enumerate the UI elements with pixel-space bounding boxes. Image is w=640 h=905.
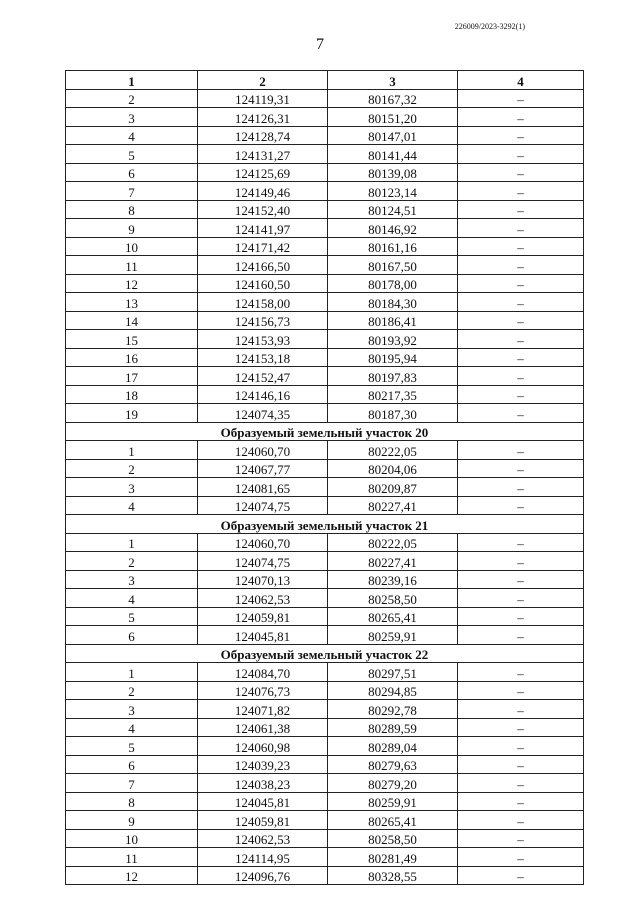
table-row bbox=[66, 367, 584, 386]
note-cell: – bbox=[458, 848, 584, 867]
y-coordinate-cell: 80258,50 bbox=[328, 829, 458, 848]
point-number-cell: 4 bbox=[66, 496, 198, 515]
note-cell: – bbox=[458, 589, 584, 608]
point-number-cell: 2 bbox=[66, 681, 198, 700]
note-cell: – bbox=[458, 718, 584, 737]
note-cell: – bbox=[458, 385, 584, 404]
y-coordinate-cell: 80147,01 bbox=[328, 126, 458, 145]
document-number: 226009/2023-3292(1) bbox=[454, 22, 525, 31]
table-row bbox=[66, 330, 584, 349]
table-row bbox=[66, 737, 584, 756]
x-coordinate-cell: 124131,27 bbox=[198, 145, 328, 164]
note-cell: – bbox=[458, 478, 584, 497]
note-cell: – bbox=[458, 459, 584, 478]
table-row bbox=[66, 311, 584, 330]
coordinates-table bbox=[65, 70, 584, 885]
note-cell: – bbox=[458, 496, 584, 515]
y-coordinate-cell: 80265,41 bbox=[328, 811, 458, 830]
x-coordinate-cell: 124160,50 bbox=[198, 274, 328, 293]
point-number-cell: 17 bbox=[66, 367, 198, 386]
y-coordinate-cell: 80279,63 bbox=[328, 755, 458, 774]
note-cell: – bbox=[458, 441, 584, 460]
note-cell: – bbox=[458, 200, 584, 219]
y-coordinate-cell: 80292,78 bbox=[328, 700, 458, 719]
table-row bbox=[66, 848, 584, 867]
x-coordinate-cell: 124114,95 bbox=[198, 848, 328, 867]
table-row bbox=[66, 145, 584, 164]
x-coordinate-cell: 124074,75 bbox=[198, 496, 328, 515]
point-number-cell: 4 bbox=[66, 589, 198, 608]
y-coordinate-cell: 80227,41 bbox=[328, 496, 458, 515]
y-coordinate-cell: 80297,51 bbox=[328, 663, 458, 682]
point-number-cell: 19 bbox=[66, 404, 198, 423]
point-number-cell: 3 bbox=[66, 570, 198, 589]
y-coordinate-cell: 80167,32 bbox=[328, 89, 458, 108]
table-row bbox=[66, 293, 584, 312]
table-row bbox=[66, 478, 584, 497]
y-coordinate-cell: 80124,51 bbox=[328, 200, 458, 219]
point-number-cell: 5 bbox=[66, 737, 198, 756]
note-cell: – bbox=[458, 774, 584, 793]
table-row bbox=[66, 237, 584, 256]
y-coordinate-cell: 80222,05 bbox=[328, 441, 458, 460]
column-header: 4 bbox=[458, 71, 584, 90]
y-coordinate-cell: 80178,00 bbox=[328, 274, 458, 293]
table-row bbox=[66, 533, 584, 552]
table-row bbox=[66, 755, 584, 774]
y-coordinate-cell: 80258,50 bbox=[328, 589, 458, 608]
x-coordinate-cell: 124059,81 bbox=[198, 811, 328, 830]
column-header: 1 bbox=[66, 71, 198, 90]
table-row bbox=[66, 256, 584, 275]
x-coordinate-cell: 124074,75 bbox=[198, 552, 328, 571]
column-header: 3 bbox=[328, 71, 458, 90]
table-row bbox=[66, 459, 584, 478]
x-coordinate-cell: 124128,74 bbox=[198, 126, 328, 145]
point-number-cell: 1 bbox=[66, 663, 198, 682]
table-header-row bbox=[66, 71, 584, 90]
section-title: Образуемый земельный участок 20 bbox=[66, 422, 584, 441]
table-row bbox=[66, 811, 584, 830]
x-coordinate-cell: 124074,35 bbox=[198, 404, 328, 423]
y-coordinate-cell: 80279,20 bbox=[328, 774, 458, 793]
table-row bbox=[66, 126, 584, 145]
y-coordinate-cell: 80239,16 bbox=[328, 570, 458, 589]
table-row bbox=[66, 718, 584, 737]
y-coordinate-cell: 80141,44 bbox=[328, 145, 458, 164]
y-coordinate-cell: 80289,04 bbox=[328, 737, 458, 756]
x-coordinate-cell: 124076,73 bbox=[198, 681, 328, 700]
x-coordinate-cell: 124125,69 bbox=[198, 163, 328, 182]
table-row bbox=[66, 774, 584, 793]
x-coordinate-cell: 124067,77 bbox=[198, 459, 328, 478]
y-coordinate-cell: 80139,08 bbox=[328, 163, 458, 182]
table-row bbox=[66, 163, 584, 182]
point-number-cell: 11 bbox=[66, 848, 198, 867]
y-coordinate-cell: 80193,92 bbox=[328, 330, 458, 349]
point-number-cell: 10 bbox=[66, 829, 198, 848]
note-cell: – bbox=[458, 330, 584, 349]
x-coordinate-cell: 124149,46 bbox=[198, 182, 328, 201]
point-number-cell: 6 bbox=[66, 755, 198, 774]
x-coordinate-cell: 124084,70 bbox=[198, 663, 328, 682]
point-number-cell: 7 bbox=[66, 774, 198, 793]
y-coordinate-cell: 80123,14 bbox=[328, 182, 458, 201]
section-row bbox=[66, 644, 584, 663]
table-row bbox=[66, 274, 584, 293]
point-number-cell: 9 bbox=[66, 811, 198, 830]
point-number-cell: 12 bbox=[66, 866, 198, 885]
section-title: Образуемый земельный участок 22 bbox=[66, 644, 584, 663]
x-coordinate-cell: 124156,73 bbox=[198, 311, 328, 330]
y-coordinate-cell: 80259,91 bbox=[328, 626, 458, 645]
x-coordinate-cell: 124045,81 bbox=[198, 792, 328, 811]
y-coordinate-cell: 80227,41 bbox=[328, 552, 458, 571]
point-number-cell: 13 bbox=[66, 293, 198, 312]
y-coordinate-cell: 80195,94 bbox=[328, 348, 458, 367]
y-coordinate-cell: 80146,92 bbox=[328, 219, 458, 238]
x-coordinate-cell: 124070,13 bbox=[198, 570, 328, 589]
point-number-cell: 12 bbox=[66, 274, 198, 293]
x-coordinate-cell: 124038,23 bbox=[198, 774, 328, 793]
point-number-cell: 6 bbox=[66, 626, 198, 645]
y-coordinate-cell: 80328,55 bbox=[328, 866, 458, 885]
note-cell: – bbox=[458, 663, 584, 682]
note-cell: – bbox=[458, 404, 584, 423]
y-coordinate-cell: 80184,30 bbox=[328, 293, 458, 312]
note-cell: – bbox=[458, 792, 584, 811]
point-number-cell: 3 bbox=[66, 700, 198, 719]
section-title: Образуемый земельный участок 21 bbox=[66, 515, 584, 534]
note-cell: – bbox=[458, 607, 584, 626]
table-row bbox=[66, 570, 584, 589]
x-coordinate-cell: 124060,98 bbox=[198, 737, 328, 756]
y-coordinate-cell: 80217,35 bbox=[328, 385, 458, 404]
note-cell: – bbox=[458, 274, 584, 293]
x-coordinate-cell: 124141,97 bbox=[198, 219, 328, 238]
table-row bbox=[66, 404, 584, 423]
point-number-cell: 8 bbox=[66, 792, 198, 811]
page-number: 7 bbox=[316, 36, 324, 53]
point-number-cell: 8 bbox=[66, 200, 198, 219]
note-cell: – bbox=[458, 89, 584, 108]
note-cell: – bbox=[458, 737, 584, 756]
table-row bbox=[66, 441, 584, 460]
x-coordinate-cell: 124152,47 bbox=[198, 367, 328, 386]
table-row bbox=[66, 866, 584, 885]
y-coordinate-cell: 80161,16 bbox=[328, 237, 458, 256]
table-row bbox=[66, 829, 584, 848]
note-cell: – bbox=[458, 700, 584, 719]
table-row bbox=[66, 108, 584, 127]
table-row bbox=[66, 681, 584, 700]
x-coordinate-cell: 124166,50 bbox=[198, 256, 328, 275]
y-coordinate-cell: 80259,91 bbox=[328, 792, 458, 811]
table-body bbox=[66, 89, 584, 885]
x-coordinate-cell: 124062,53 bbox=[198, 829, 328, 848]
note-cell: – bbox=[458, 108, 584, 127]
point-number-cell: 11 bbox=[66, 256, 198, 275]
x-coordinate-cell: 124153,18 bbox=[198, 348, 328, 367]
y-coordinate-cell: 80167,50 bbox=[328, 256, 458, 275]
y-coordinate-cell: 80281,49 bbox=[328, 848, 458, 867]
y-coordinate-cell: 80186,41 bbox=[328, 311, 458, 330]
note-cell: – bbox=[458, 293, 584, 312]
y-coordinate-cell: 80204,06 bbox=[328, 459, 458, 478]
table-row bbox=[66, 496, 584, 515]
point-number-cell: 7 bbox=[66, 182, 198, 201]
table-row bbox=[66, 792, 584, 811]
section-row bbox=[66, 515, 584, 534]
point-number-cell: 10 bbox=[66, 237, 198, 256]
y-coordinate-cell: 80222,05 bbox=[328, 533, 458, 552]
table-row bbox=[66, 89, 584, 108]
x-coordinate-cell: 124119,31 bbox=[198, 89, 328, 108]
point-number-cell: 4 bbox=[66, 126, 198, 145]
table-row bbox=[66, 385, 584, 404]
x-coordinate-cell: 124081,65 bbox=[198, 478, 328, 497]
y-coordinate-cell: 80265,41 bbox=[328, 607, 458, 626]
x-coordinate-cell: 124152,40 bbox=[198, 200, 328, 219]
note-cell: – bbox=[458, 126, 584, 145]
x-coordinate-cell: 124158,00 bbox=[198, 293, 328, 312]
x-coordinate-cell: 124062,53 bbox=[198, 589, 328, 608]
point-number-cell: 2 bbox=[66, 552, 198, 571]
note-cell: – bbox=[458, 256, 584, 275]
note-cell: – bbox=[458, 755, 584, 774]
note-cell: – bbox=[458, 311, 584, 330]
note-cell: – bbox=[458, 367, 584, 386]
table-row bbox=[66, 182, 584, 201]
table-row bbox=[66, 626, 584, 645]
x-coordinate-cell: 124045,81 bbox=[198, 626, 328, 645]
note-cell: – bbox=[458, 163, 584, 182]
note-cell: – bbox=[458, 829, 584, 848]
table-row bbox=[66, 219, 584, 238]
y-coordinate-cell: 80151,20 bbox=[328, 108, 458, 127]
y-coordinate-cell: 80209,87 bbox=[328, 478, 458, 497]
point-number-cell: 1 bbox=[66, 441, 198, 460]
note-cell: – bbox=[458, 570, 584, 589]
note-cell: – bbox=[458, 348, 584, 367]
table-row bbox=[66, 663, 584, 682]
note-cell: – bbox=[458, 811, 584, 830]
table-row bbox=[66, 200, 584, 219]
point-number-cell: 9 bbox=[66, 219, 198, 238]
table-row bbox=[66, 348, 584, 367]
table-row bbox=[66, 552, 584, 571]
note-cell: – bbox=[458, 237, 584, 256]
x-coordinate-cell: 124153,93 bbox=[198, 330, 328, 349]
x-coordinate-cell: 124060,70 bbox=[198, 533, 328, 552]
point-number-cell: 3 bbox=[66, 108, 198, 127]
point-number-cell: 5 bbox=[66, 607, 198, 626]
x-coordinate-cell: 124071,82 bbox=[198, 700, 328, 719]
section-row bbox=[66, 422, 584, 441]
x-coordinate-cell: 124039,23 bbox=[198, 755, 328, 774]
point-number-cell: 6 bbox=[66, 163, 198, 182]
x-coordinate-cell: 124061,38 bbox=[198, 718, 328, 737]
y-coordinate-cell: 80289,59 bbox=[328, 718, 458, 737]
point-number-cell: 3 bbox=[66, 478, 198, 497]
x-coordinate-cell: 124060,70 bbox=[198, 441, 328, 460]
table-row bbox=[66, 700, 584, 719]
note-cell: – bbox=[458, 533, 584, 552]
point-number-cell: 4 bbox=[66, 718, 198, 737]
table-row bbox=[66, 589, 584, 608]
y-coordinate-cell: 80197,83 bbox=[328, 367, 458, 386]
x-coordinate-cell: 124171,42 bbox=[198, 237, 328, 256]
y-coordinate-cell: 80294,85 bbox=[328, 681, 458, 700]
note-cell: – bbox=[458, 182, 584, 201]
point-number-cell: 18 bbox=[66, 385, 198, 404]
note-cell: – bbox=[458, 626, 584, 645]
x-coordinate-cell: 124126,31 bbox=[198, 108, 328, 127]
x-coordinate-cell: 124096,76 bbox=[198, 866, 328, 885]
point-number-cell: 2 bbox=[66, 89, 198, 108]
column-header: 2 bbox=[198, 71, 328, 90]
point-number-cell: 16 bbox=[66, 348, 198, 367]
note-cell: – bbox=[458, 219, 584, 238]
y-coordinate-cell: 80187,30 bbox=[328, 404, 458, 423]
x-coordinate-cell: 124059,81 bbox=[198, 607, 328, 626]
point-number-cell: 14 bbox=[66, 311, 198, 330]
note-cell: – bbox=[458, 145, 584, 164]
point-number-cell: 15 bbox=[66, 330, 198, 349]
point-number-cell: 5 bbox=[66, 145, 198, 164]
point-number-cell: 1 bbox=[66, 533, 198, 552]
note-cell: – bbox=[458, 552, 584, 571]
note-cell: – bbox=[458, 681, 584, 700]
note-cell: – bbox=[458, 866, 584, 885]
x-coordinate-cell: 124146,16 bbox=[198, 385, 328, 404]
table-row bbox=[66, 607, 584, 626]
point-number-cell: 2 bbox=[66, 459, 198, 478]
